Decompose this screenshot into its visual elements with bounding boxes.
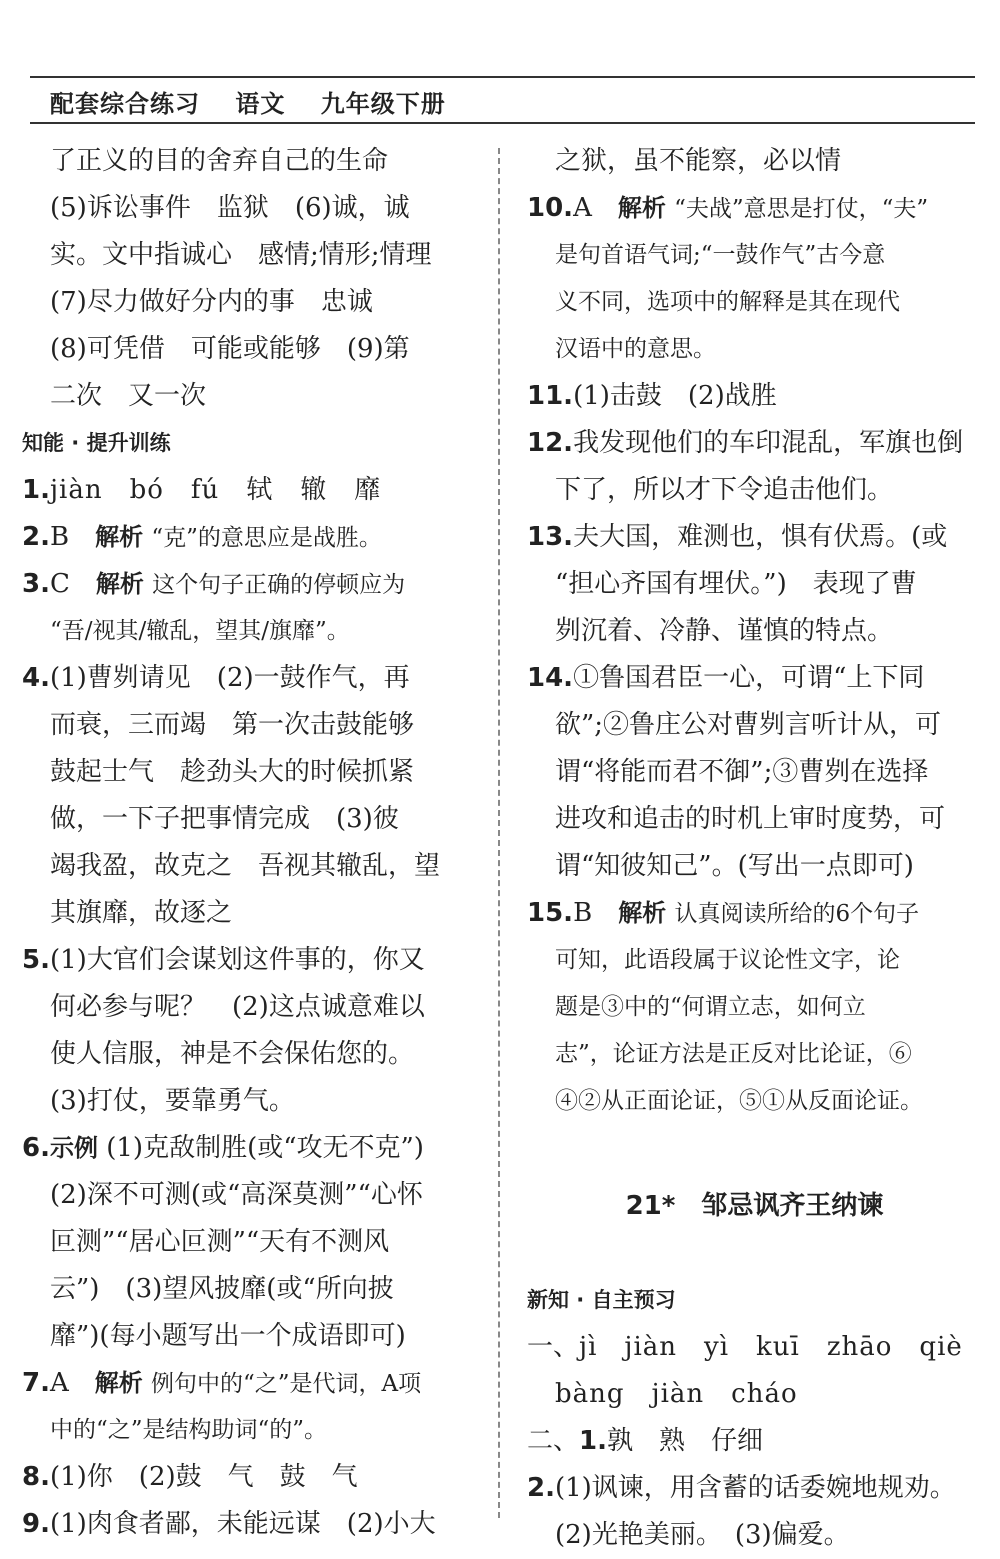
header-grade: 九年级下册 xyxy=(320,90,446,118)
lesson-number: 21* xyxy=(625,1191,676,1221)
answer-line: 进攻和追击的时机上审时度势，可 xyxy=(555,804,946,834)
preview-question-2 xyxy=(527,1465,982,1512)
header-subject: 语文 xyxy=(235,90,286,118)
question-answer: (1)讽谏，用含蓄的话委婉地规劝。 xyxy=(554,1473,956,1503)
question-number: 14. xyxy=(527,663,574,693)
answer-line: 其旗靡，故逐之 xyxy=(50,898,233,928)
question-11 xyxy=(527,373,982,420)
question-15 xyxy=(527,890,982,937)
analysis-tag: 解析 xyxy=(94,1369,143,1397)
answer-line: 实。文中指诚心 感情;情形;情理 xyxy=(50,240,432,270)
question-4 xyxy=(22,655,480,702)
choice-answer: B xyxy=(573,898,593,928)
page-header xyxy=(50,84,472,119)
answer-line: 了正义的目的舍弃自己的生命 xyxy=(50,146,389,176)
question-answer: (1)肉食者鄙，未能远谋 (2)小大 xyxy=(49,1509,436,1539)
answer-line: 云”) (3)望风披靡(或“所向披 xyxy=(50,1274,394,1304)
answer-line: 而衰，三而竭 第一次击鼓能够 xyxy=(50,710,415,740)
question-number: 4. xyxy=(22,663,50,693)
choice-answer: B xyxy=(49,522,70,552)
question-number: 1. xyxy=(22,475,50,505)
lesson-name: 邹忌讽齐王纳谏 xyxy=(701,1191,884,1221)
question-number: 15. xyxy=(527,898,574,928)
question-14 xyxy=(527,655,982,702)
question-number: 5. xyxy=(22,945,50,975)
question-number: 10. xyxy=(527,193,574,223)
analysis-text: 这个句子正确的停顿应为 xyxy=(152,572,406,598)
question-9 xyxy=(22,1501,480,1548)
analysis-tag: 解析 xyxy=(95,570,144,598)
question-number: 3. xyxy=(22,569,50,599)
question-answer: jiàn bó fú 轼 辙 靡 xyxy=(49,475,382,505)
answer-line: (2)深不可测(或“高深莫测”“心怀 xyxy=(50,1180,423,1210)
question-number: 13. xyxy=(527,522,574,552)
answer-line: 鼓起士气 趁劲头大的时候抓紧 xyxy=(50,757,415,787)
question-answer: (1)克敌制胜(或“攻无不克”) xyxy=(106,1133,424,1163)
analysis-tag: 解析 xyxy=(95,523,144,551)
answer-line: 二次 又一次 xyxy=(50,381,207,411)
choice-answer: A xyxy=(49,1368,69,1398)
analysis-text: “吾/视其/辙乱，望其/旗靡”。 xyxy=(50,618,350,644)
example-tag: 示例 xyxy=(49,1134,98,1162)
question-10 xyxy=(527,185,982,232)
analysis-text: 汉语中的意思。 xyxy=(555,336,716,362)
question-answer: (1)击鼓 (2)战胜 xyxy=(573,381,777,411)
question-number: 2. xyxy=(22,522,50,552)
question-number: 8. xyxy=(22,1462,50,1492)
question-answer: ①鲁国君臣一心，可谓“上下同 xyxy=(573,663,925,693)
part-number: 二、 xyxy=(527,1426,580,1456)
analysis-text: 可知，此语段属于议论性文字，论 xyxy=(555,947,900,973)
question-answer: 我发现他们的车印混乱，军旗也倒 xyxy=(573,428,964,458)
question-answer: 孰 熟 仔细 xyxy=(606,1426,763,1456)
choice-answer: C xyxy=(49,569,70,599)
answer-line: 刿沉着、冷静、谨慎的特点。 xyxy=(555,616,894,646)
preview-part-1 xyxy=(527,1324,982,1371)
analysis-tag: 解析 xyxy=(618,899,667,927)
header-bottom-rule xyxy=(30,122,975,124)
question-5 xyxy=(22,937,480,984)
section-heading: 新知 · 自主预习 xyxy=(527,1288,676,1312)
question-number: 7. xyxy=(22,1368,50,1398)
question-3 xyxy=(22,561,480,608)
question-answer: (1)你 (2)鼓 气 鼓 气 xyxy=(49,1462,358,1492)
analysis-text: 认真阅读所给的6个句子 xyxy=(674,901,920,927)
question-8 xyxy=(22,1454,480,1501)
answer-line: 欲”;②鲁庄公对曹刿言听计从，可 xyxy=(555,710,942,740)
analysis-text: 例句中的“之”是代词，A项 xyxy=(151,1371,422,1397)
question-7 xyxy=(22,1360,480,1407)
analysis-text: 志”，论证方法是正反对比论证，⑥ xyxy=(555,1041,912,1067)
question-answer: (1)曹刿请见 (2)一鼓作气，再 xyxy=(49,663,410,693)
answer-line: 竭我盈，故克之 吾视其辙乱，望 xyxy=(50,851,441,881)
answer-line: 做，一下子把事情完成 (3)彼 xyxy=(50,804,399,834)
answer-line: (5)诉讼事件 监狱 (6)诚，诚 xyxy=(50,193,410,223)
answer-line: 何必参与呢？ (2)这点诚意难以 xyxy=(50,992,425,1022)
analysis-text: “克”的意思应是战胜。 xyxy=(151,525,382,551)
answer-line: 下了，所以才下令追击他们。 xyxy=(555,475,894,505)
header-book-title: 配套综合练习 xyxy=(50,90,200,118)
question-number: 2. xyxy=(527,1473,555,1503)
analysis-text: ④②从正面论证，⑤①从反面论证。 xyxy=(555,1088,923,1114)
analysis-text: 中的“之”是结构助词“的”。 xyxy=(50,1417,328,1443)
answer-line: “担心齐国有埋伏。”) 表现了曹 xyxy=(555,569,917,599)
question-number: 9. xyxy=(22,1509,50,1539)
part-number: 一、 xyxy=(527,1332,580,1362)
analysis-text: 是句首语气词;“一鼓作气”古今意 xyxy=(555,242,886,268)
question-number: 12. xyxy=(527,428,574,458)
right-column xyxy=(527,138,982,1559)
answer-line: 之狱，虽不能察，必以情 xyxy=(555,146,842,176)
analysis-text: 题是③中的“何谓立志，如何立 xyxy=(555,994,866,1020)
answer-line: 谓“知彼知己”。(写出一点即可) xyxy=(555,851,914,881)
analysis-tag: 解析 xyxy=(617,194,666,222)
section-heading: 知能 · 提升训练 xyxy=(22,431,171,455)
choice-answer: A xyxy=(573,193,592,223)
answer-line: (8)可凭借 可能或能够 (9)第 xyxy=(50,334,410,364)
answer-line: (2)光艳美丽。 (3)偏爱。 xyxy=(555,1520,850,1550)
answer-line: (3)打仗，要靠勇气。 xyxy=(50,1086,295,1116)
question-1 xyxy=(22,467,480,514)
answer-line: 叵测”“居心叵测”“天有不测风 xyxy=(50,1227,390,1257)
analysis-text: 义不同，选项中的解释是其在现代 xyxy=(555,289,900,315)
question-number: 6. xyxy=(22,1133,50,1163)
answer-line: 靡”)(每小题写出一个成语即可) xyxy=(50,1321,406,1351)
question-number: 11. xyxy=(527,381,574,411)
header-top-rule xyxy=(30,76,975,78)
pinyin-answer: jì jiàn yì kuī zhāo qiè xyxy=(579,1332,963,1362)
question-6 xyxy=(22,1125,480,1172)
answer-line: 谓“将能而君不御”;③曹刿在选择 xyxy=(555,757,929,787)
pinyin-answer: bàng jiàn cháo xyxy=(555,1379,798,1409)
column-divider xyxy=(498,148,500,1518)
analysis-text: “夫战”意思是打仗，“夫” xyxy=(674,196,929,222)
question-13 xyxy=(527,514,982,561)
question-answer: (1)大官们会谋划这件事的，你又 xyxy=(49,945,425,975)
preview-part-2 xyxy=(527,1418,982,1465)
question-number: 1. xyxy=(579,1426,607,1456)
answer-line: (7)尽力做好分内的事 忠诚 xyxy=(50,287,373,317)
question-answer: 夫大国，难测也，惧有伏焉。(或 xyxy=(573,522,948,552)
left-column xyxy=(22,138,480,1548)
question-2 xyxy=(22,514,480,561)
question-12 xyxy=(527,420,982,467)
lesson-title xyxy=(527,1171,982,1241)
answer-line: 使人信服，神是不会保佑您的。 xyxy=(50,1039,415,1069)
